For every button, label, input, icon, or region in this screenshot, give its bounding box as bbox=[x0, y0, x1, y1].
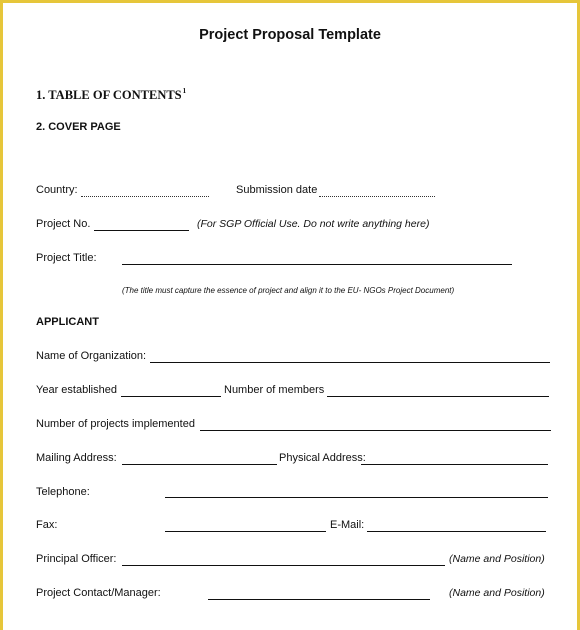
physical-address-field[interactable] bbox=[361, 464, 548, 465]
email-field[interactable] bbox=[367, 531, 546, 532]
projects-implemented-label: Number of projects implemented bbox=[36, 418, 195, 430]
principal-officer-label: Principal Officer: bbox=[36, 553, 117, 565]
project-contact-note: (Name and Position) bbox=[449, 587, 545, 599]
document-page bbox=[3, 3, 577, 630]
project-no-label: Project No. bbox=[36, 218, 91, 230]
telephone-label: Telephone: bbox=[36, 486, 90, 498]
year-established-label: Year established bbox=[36, 384, 117, 396]
organization-field[interactable] bbox=[150, 362, 550, 363]
telephone-field[interactable] bbox=[165, 497, 548, 498]
project-contact-label: Project Contact/Manager: bbox=[36, 587, 161, 599]
principal-officer-note: (Name and Position) bbox=[449, 553, 545, 565]
number-of-members-label: Number of members bbox=[224, 384, 325, 396]
project-title-label: Project Title: bbox=[36, 252, 97, 264]
year-established-field[interactable] bbox=[121, 396, 221, 397]
principal-officer-field[interactable] bbox=[122, 565, 445, 566]
project-title-note: (The title must capture the essence of project and align it to the EU- NGOs Project Document) bbox=[122, 286, 455, 295]
submission-date-label: Submission date bbox=[236, 184, 318, 196]
country-field[interactable] bbox=[81, 196, 209, 197]
submission-date-field[interactable] bbox=[319, 196, 435, 197]
mailing-address-label: Mailing Address: bbox=[36, 452, 117, 464]
project-title-field[interactable] bbox=[122, 264, 512, 265]
project-no-field[interactable] bbox=[94, 230, 189, 231]
document-title: Project Proposal Template bbox=[199, 27, 381, 43]
applicant-heading: APPLICANT bbox=[36, 316, 99, 328]
email-label: E-Mail: bbox=[330, 519, 365, 531]
mailing-address-field[interactable] bbox=[122, 464, 277, 465]
cover-page-heading: 2. COVER PAGE bbox=[36, 121, 121, 133]
country-label: Country: bbox=[36, 184, 78, 196]
project-no-note: (For SGP Official Use. Do not write anything here) bbox=[197, 218, 430, 230]
number-of-members-field[interactable] bbox=[327, 396, 549, 397]
projects-implemented-field[interactable] bbox=[200, 430, 551, 431]
project-contact-field[interactable] bbox=[208, 599, 430, 600]
toc-footnote-marker: 1 bbox=[182, 87, 187, 95]
fax-label: Fax: bbox=[36, 519, 58, 531]
toc-heading bbox=[36, 87, 186, 103]
organization-label: Name of Organization: bbox=[36, 350, 147, 362]
toc-heading-text: 1. TABLE OF CONTENTS bbox=[36, 88, 182, 102]
fax-field[interactable] bbox=[165, 531, 326, 532]
physical-address-label: Physical Address: bbox=[279, 452, 366, 464]
